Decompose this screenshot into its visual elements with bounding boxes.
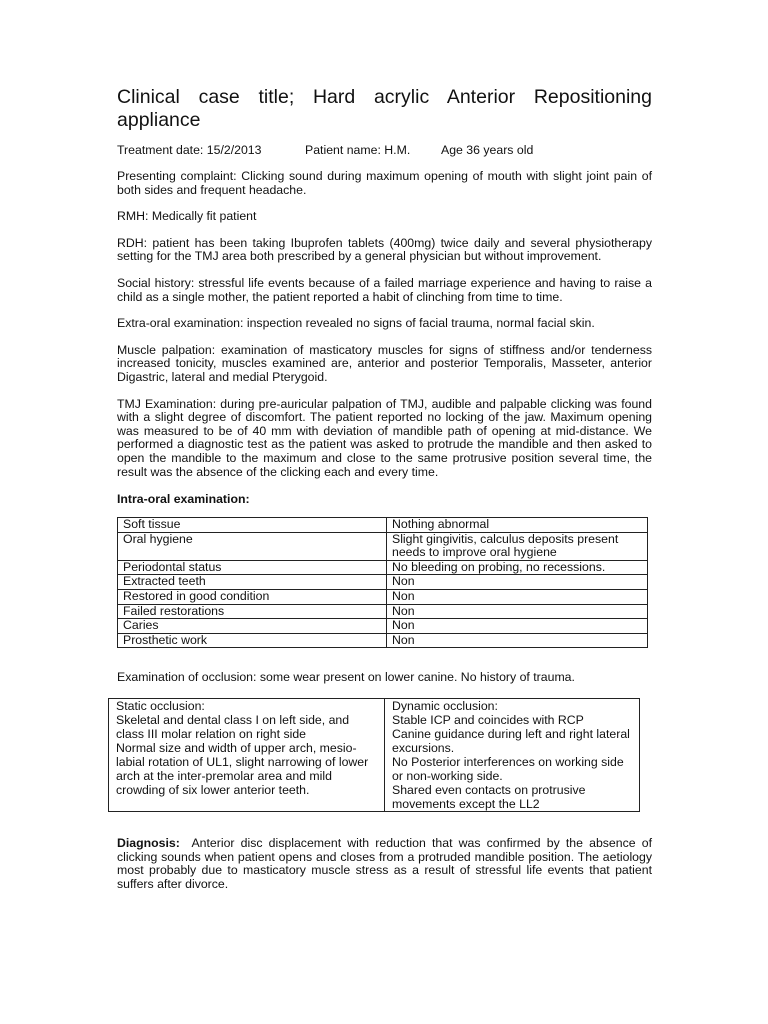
dynamic-occlusion-cell (385, 699, 640, 812)
diagnosis-text: Anterior disc displacement with reduction that was confirmed by the absence of clicking sounds when patient opens and closes from a protruded mandible position. The aetiology most probably due to masticatory muscle stress as a result of stressful life events that patient suffers after divorce. (117, 836, 652, 891)
table-row (118, 590, 648, 605)
social-history: Social history: stressful life events because of a failed marriage experience and having to raise a child as a single mother, the patient reported a habit of clinching from time to time. (117, 275, 652, 304)
intra-oral-heading: Intra-oral examination: (117, 492, 250, 507)
case-meta-line (117, 143, 652, 157)
case-title: Clinical case title; Hard acrylic Anterior Repositioning appliance (117, 86, 652, 131)
row-label: Caries (118, 619, 387, 634)
treatment-date: Treatment date: 15/2/2013 (117, 143, 262, 157)
diagnosis (117, 837, 652, 891)
row-value: Nothing abnormal (387, 518, 648, 533)
tmj-examination: TMJ Examination: during pre-auricular palpation of TMJ, audible and palpable clicking was found with a slight degree of discomfort. The patient reported no locking of the jaw. Maximum opening was measured to be of 40 mm with deviation of mandible path of opening at mid-distance. We performed a diagnostic test as the patient was asked to protrude the mandible and then asked to open the mandible to the maximum and close to the same protrusive position several time, the result was the absence of the clicking each and every time. (117, 396, 652, 479)
rdh: RDH: patient has been taking Ibuprofen tablets (400mg) twice daily and several physiotherapy setting for the TMJ area both prescribed by a general physician but without improvement. (117, 235, 652, 264)
occlusion-examination: Examination of occlusion: some wear present on lower canine. No history of trauma. (117, 670, 575, 685)
static-line: Normal size and width of upper arch, mesio-labial rotation of UL1, slight narrowing of lower arch at the inter-premolar area and mild crowding of six lower anterior teeth. (116, 741, 369, 798)
muscle-palpation: Muscle palpation: examination of masticatory muscles for signs of stiffness and/or tenderness increased tonicity, muscles examined are, anterior and posterior Temporalis, Masseter, anterior Digastric, lateral and medial Pterygoid. (117, 342, 652, 384)
table-row (118, 560, 648, 575)
row-value: Non (387, 619, 648, 634)
dynamic-line: Stable ICP and coincides with RCP (392, 713, 584, 728)
row-label: Oral hygiene (118, 532, 387, 560)
table-row (118, 633, 648, 648)
dynamic-line: Shared even contacts on protrusive movements except the LL2 (392, 783, 586, 812)
table-row (109, 699, 640, 812)
row-value: Slight gingivitis, calculus deposits present needs to improve oral hygiene (387, 532, 648, 560)
table-row (118, 604, 648, 619)
occlusion-table (108, 698, 640, 812)
dynamic-line: No Posterior interferences on working side or non-working side. (392, 755, 624, 784)
presenting-complaint: Presenting complaint: Clicking sound during maximum opening of mouth with slight joint pain of both sides and frequent headache. (117, 169, 652, 197)
static-occlusion-cell (109, 699, 385, 812)
row-label: Prosthetic work (118, 633, 387, 648)
patient-age: Age 36 years old (441, 143, 534, 157)
row-label: Periodontal status (118, 560, 387, 575)
row-label: Soft tissue (118, 518, 387, 533)
table-row (118, 518, 648, 533)
patient-name: Patient name: H.M. (305, 143, 411, 157)
rmh: RMH: Medically fit patient (117, 209, 257, 224)
row-value: Non (387, 604, 648, 619)
table-row (118, 619, 648, 634)
row-label: Extracted teeth (118, 575, 387, 590)
intra-oral-table (117, 517, 648, 648)
row-value: Non (387, 590, 648, 605)
static-heading: Static occlusion: (116, 699, 205, 714)
row-label: Failed restorations (118, 604, 387, 619)
row-value: Non (387, 575, 648, 590)
diagnosis-label: Diagnosis: (117, 836, 180, 851)
row-value: Non (387, 633, 648, 648)
row-label: Restored in good condition (118, 590, 387, 605)
dynamic-line: Canine guidance during left and right lateral excursions. (392, 727, 630, 756)
extra-oral-examination: Extra-oral examination: inspection revealed no signs of facial trauma, normal facial skin. (117, 316, 595, 331)
document-page (117, 86, 652, 904)
static-line: Skeletal and dental class I on left side, and class III molar relation on right side (116, 713, 350, 742)
table-row (118, 532, 648, 560)
row-value: No bleeding on probing, no recessions. (387, 560, 648, 575)
dynamic-heading: Dynamic occlusion: (392, 699, 498, 714)
table-row (118, 575, 648, 590)
